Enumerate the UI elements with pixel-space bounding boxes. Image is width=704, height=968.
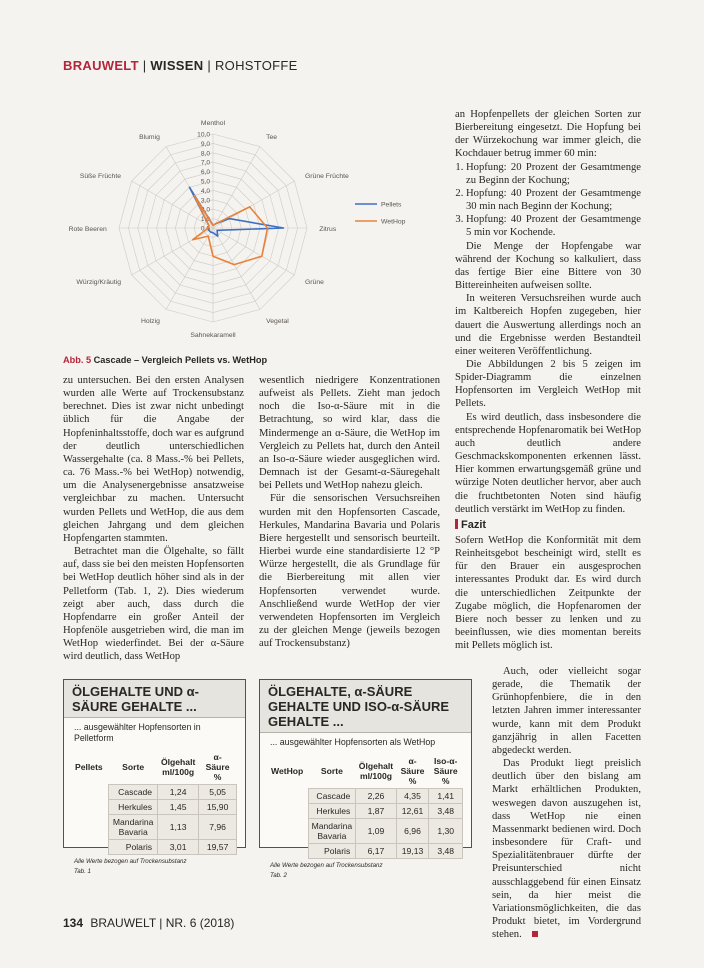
table-row <box>268 804 463 819</box>
table-cell: Herkules <box>109 800 158 815</box>
hopping-list <box>455 161 641 240</box>
table-cell: 7,96 <box>199 815 237 840</box>
running-header <box>63 58 298 73</box>
scale-tick-label: 9,0 <box>200 140 210 148</box>
axis-label: Würzig/Kräutig <box>76 279 122 287</box>
table-cell: 1,30 <box>429 819 463 844</box>
paragraph: wesentlich niedrigere Konzentrationen aufweist als Pellets. Zieht man jedoch noch die Iso-α-Säure mit in die Betrachtung, so wird klar, dass die Mindermenge an α-Säure, die WetHop im Vergleich zu Pellets hat, durch den Anteil an Iso-α-Säure wieder ausgeglichen wird. Demnach ist der Gesamt-α-Säuregehalt bei Pellets und WetHop nahezu gleich. <box>259 375 440 492</box>
table-cell: Mandarina Bavaria <box>109 815 158 840</box>
list-item: 2. Hopfung: 40 Prozent der Gesamtmenge 30 min nach Beginn der Kochung; <box>466 187 641 213</box>
table-cell: 1,45 <box>158 800 199 815</box>
table-header: Ölgehalt ml/100g <box>160 757 196 777</box>
table-row <box>268 789 463 804</box>
table-header: α-Säure % <box>400 756 425 786</box>
figure-caption <box>63 355 440 365</box>
legend-label: Pellets <box>381 201 402 209</box>
scale-tick-label: 1,0 <box>200 216 210 224</box>
axis-label: Rote Beeren <box>68 226 107 233</box>
list-item: 3. Hopfung: 40 Prozent der Gesamtmenge 5 min vor Kochende. <box>466 213 641 239</box>
paragraph: In weiteren Versuchsreihen wurde auch im Kaltbereich Hopfen zugegeben, hier dauert die Auswertung allerdings noch an und die Ergebnisse werden Bestandteil einer weiteren Veröffentlichung. <box>455 293 641 357</box>
spider-chart <box>63 110 440 350</box>
table-row <box>72 815 237 840</box>
paragraph-text: Das Produkt liegt preislich deutlich über den bislang am Markt erhältlichen Produkten, weswegen davon auszugehen ist, dass WetHop nie einen Massenmarkt bedienen wird. Doch insbesondere für Craft- und Spezialitätenbrauer dürfte der Preisunterschied nicht ausschlaggebend für einen Einsatz sein, da hier meist die Variationsmöglichkeiten, die das Produkt bietet, im Vordergrund stehen. <box>492 758 641 941</box>
table-row <box>268 844 463 859</box>
paragraph: Auch, oder vielleicht sogar gerade, die Thematik der Grünhopfenbiere, die in den letzten Jahren immer interessanter wurde, kann mit dem Produkt ganzjährig in allen Facetten abgedeckt werden. <box>492 666 641 756</box>
table-number: Tab. 1 <box>74 868 91 875</box>
scale-tick-label: 8,0 <box>200 150 210 158</box>
table-header: Sorte <box>122 762 145 772</box>
footer-text: BRAUWELT | NR. 6 (2018) <box>90 916 235 930</box>
table-cell: Polaris <box>109 840 158 855</box>
table-cell: 19,57 <box>199 840 237 855</box>
scale-tick-label: 4,0 <box>200 187 210 195</box>
axis-label: Vegetal <box>266 317 289 325</box>
table-title: ÖLGEHALTE, α-SÄURE GEHALTE UND ISO-α-SÄURE GEHALTE ... <box>260 680 471 733</box>
scale-tick-label: 5,0 <box>200 178 210 186</box>
table-box-1 <box>63 679 246 875</box>
table-cell: 1,09 <box>356 819 396 844</box>
table-cell: Polaris <box>308 844 356 859</box>
table-cell: 2,26 <box>356 789 396 804</box>
text-column-2 <box>259 374 440 650</box>
axis-label: Süße Früchte <box>79 172 122 180</box>
data-table <box>268 754 463 859</box>
table-cell: 3,48 <box>429 844 463 859</box>
section-heading-fazit <box>455 519 641 532</box>
table-footnote: Alle Werte bezogen auf Trockensubstanz <box>270 862 383 869</box>
axis-label: Grüne <box>304 279 324 287</box>
table-cell: 12,61 <box>396 804 429 819</box>
text-column-3 <box>455 108 641 652</box>
table-header: WetHop <box>271 766 304 777</box>
scale-tick-label: 7,0 <box>200 159 210 167</box>
paragraph: Für die sensorischen Versuchsreihen wurden mit den Hopfensorten Cascade, Herkules, Mandarina Bavaria und Polaris Biere hergestellt und sensorisch beurteilt. Hierbei wurde eine standardisierte 12 °P Würze hergestellt, die als Grundlage für die Bierbereitung mit allen vier Hopfensorten verwendet wurde. Anschließend wurde WetHop der vier verwendeten Hopfensorten im Vergleich zu der gleichen Menge (jeweils bezogen auf Trockensubstanz) <box>259 493 440 650</box>
table-row <box>72 840 237 855</box>
table-cell: 19,13 <box>396 844 429 859</box>
table-number: Tab. 2 <box>270 872 287 879</box>
header-separator: | <box>207 58 212 73</box>
header-subsection: ROHSTOFFE <box>214 58 298 73</box>
table-cell: Cascade <box>109 785 158 800</box>
table-row <box>268 819 463 844</box>
table-row <box>72 785 237 800</box>
legend-label: WetHop <box>381 218 406 226</box>
axis-label: Menthol <box>200 119 226 127</box>
header-brand: BRAUWELT <box>63 58 139 73</box>
paragraph: zu untersuchen. Bei den ersten Analysen wurden alle Werte auf Trockensubstanz berechnet. Dies ist zwar nicht unbedingt üblich für die Angabe der Hopfeninhaltsstoffe, doch war es aufgrund der deutlich unterschiedlichen Wassergehalte (ca. 8 Mass.-% bei Pellets, ca. 76 Mass.-% bei WetHop) notwendig, um die Analysenergebnisse ansatzweise vergleichbar zu machen. Untersucht wurden Pellets und WetHop, die aus dem gleichen Jahrgang und dem gleichen Hopfengarten stammten. <box>63 375 244 544</box>
table-cell: Cascade <box>308 789 356 804</box>
figure-caption-label: Abb. 5 <box>63 355 92 365</box>
list-item: 1. Hopfung: 20 Prozent der Gesamtmenge zu Beginn der Kochung; <box>466 161 641 187</box>
text-column-1 <box>63 374 244 663</box>
axis-label: Zitrus <box>319 226 337 233</box>
scale-tick-label: 10,0 <box>197 131 210 139</box>
table-cell: 3,01 <box>158 840 199 855</box>
table-footnote: Alle Werte bezogen auf Trockensubstanz <box>74 858 187 865</box>
paragraph <box>492 757 641 941</box>
table-header: Sorte <box>320 766 343 776</box>
figure-caption-text: Cascade – Vergleich Pellets vs. WetHop <box>93 355 268 365</box>
table-cell: 5,05 <box>199 785 237 800</box>
table-subtitle: ... ausgewählter Hopfensorten als WetHop <box>270 737 436 747</box>
paragraph: Die Abbildungen 2 bis 5 zeigen im Spider-Diagramm die einzelnen Hopfensorten im Vergleich WetHop mit Pellets. <box>455 358 641 410</box>
end-mark-icon <box>532 931 538 937</box>
paragraph: Die Menge der Hopfengabe war während der Kochung so kalkuliert, dass das fertige Bier eine Bittere von 30 Bittereinheiten aufweisen sollte. <box>455 240 641 292</box>
table-cell: 3,48 <box>429 804 463 819</box>
table-row <box>72 800 237 815</box>
header-section: WISSEN <box>150 58 204 73</box>
axis-label: Holzig <box>140 317 160 325</box>
table-header: α-Säure % <box>205 752 230 782</box>
table-cell: 1,41 <box>429 789 463 804</box>
paragraph: Es wird deutlich, dass insbesondere die entsprechende Hopfenaromatik bei WetHop auch deutlich andere Geschmackskomponenten erkennen lässt. Hier kommen erwartungsgemäß grüne und würzige Noten deutlicher hervor, aber auch die fruchtbetonten Noten sind häufig deutlich verstärkt im WetHop zu finden. <box>455 411 641 515</box>
data-table <box>72 750 237 855</box>
table-cell: 6,17 <box>356 844 396 859</box>
table-cell: 4,35 <box>396 789 429 804</box>
table-cell: 1,13 <box>158 815 199 840</box>
axis-label: Blumig <box>139 134 160 142</box>
heading-text: Fazit <box>461 518 487 531</box>
table-cell: Mandarina Bavaria <box>308 819 356 844</box>
table-cell: 6,96 <box>396 819 429 844</box>
table-cell: 15,90 <box>199 800 237 815</box>
table-subtitle: ... ausgewählter Hopfensorten in Pelletform <box>74 722 201 743</box>
axis-label: Tee <box>266 134 278 142</box>
table-header: Ölgehalt ml/100g <box>358 761 394 781</box>
table-header: Iso-α-Säure % <box>433 756 458 786</box>
axis-label: Grüne Früchte <box>304 172 349 180</box>
table-cell: 1,24 <box>158 785 199 800</box>
text-column-3-continued <box>492 665 641 941</box>
page-footer <box>63 916 234 930</box>
header-separator: | <box>142 58 147 73</box>
heading-marker <box>455 519 458 529</box>
table-cell: 1,87 <box>356 804 396 819</box>
table-box-2 <box>259 679 472 879</box>
table-title: ÖLGEHALTE UND α-SÄURE GEHALTE ... <box>64 680 245 718</box>
page-number: 134 <box>63 916 84 930</box>
paragraph: an Hopfenpellets der gleichen Sorten zur Bierbereitung eingesetzt. Die Hopfung bei der Würzekochung war immer gleich, die Kochdauer betrug immer 60 min: <box>455 109 641 160</box>
table-header: Pellets <box>75 762 103 773</box>
scale-tick-label: 3,0 <box>200 197 210 205</box>
paragraph: Sofern WetHop die Konformität mit dem Reinheitsgebot bescheinigt wird, stellt es für den Brauer ein ausgesprochen interessantes Produkt dar. Es wird durch die unterschiedlichen Zeitpunkte der Zugabe möglich, die Hopfenaromen der Biere noch besser zu lenken und zu beeinflussen, wie dies momentan bereits mit Pellets möglich ist. <box>455 535 641 652</box>
scale-tick-label: 0,0 <box>200 225 210 233</box>
table-cell: Herkules <box>308 804 356 819</box>
paragraph: Betrachtet man die Ölgehalte, so fällt auf, dass sie bei den meisten Hopfensorten bei WetHop deutlich höher sind als in der Pelletform (Tab. 1, 2). Dies wiederum zeigt aber auch, dass durch die Hopfendarre ein großer Anteil der Hopfenöle ausgetrieben wird, die man im WetHop wiederfindet. Bei der α-Säure wird deutlich, dass WetHop <box>63 546 244 663</box>
axis-label: Sahnekaramell <box>190 332 236 340</box>
scale-tick-label: 6,0 <box>200 169 210 177</box>
scale-tick-label: 2,0 <box>200 206 210 214</box>
